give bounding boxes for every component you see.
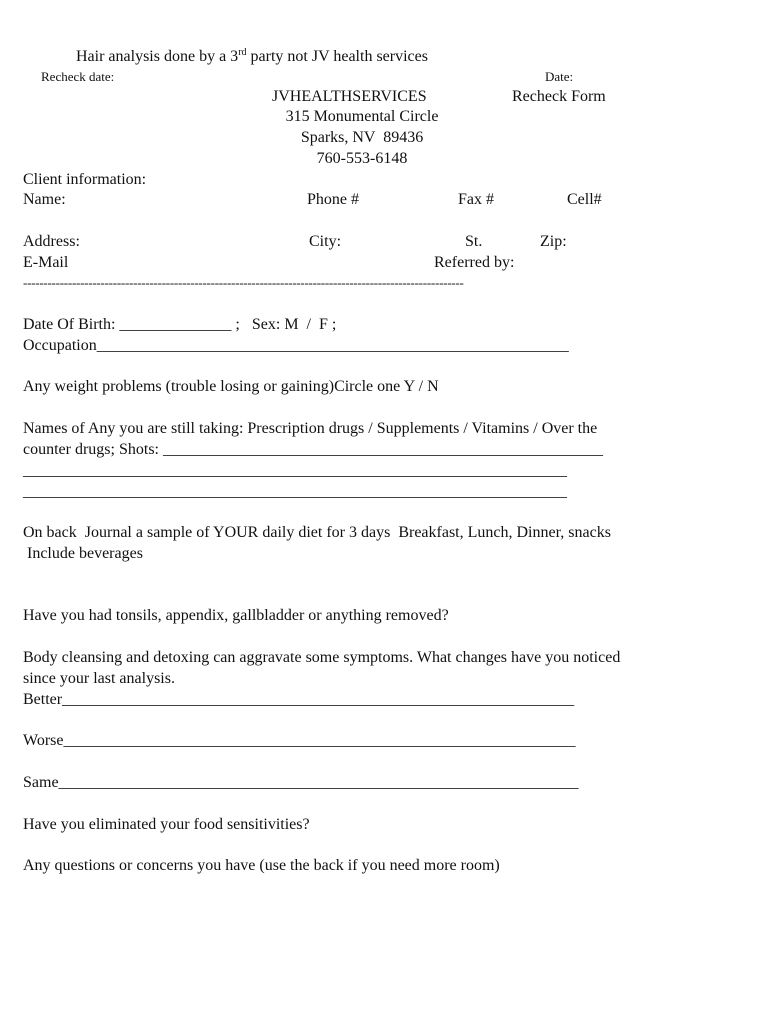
company-address-line2: Sparks, NV 89436 [300, 129, 424, 146]
referred-by-label: Referred by: [434, 254, 515, 271]
date-label: Date: [545, 69, 574, 84]
diet-instruction-line1: On back Journal a sample of YOUR daily diet for 3 days Breakfast, Lunch, Dinner, snacks [23, 524, 611, 541]
city-label: City: [309, 233, 342, 250]
phone-label: Phone # [307, 191, 359, 208]
worse-line: Worse________________________________________________________________ [23, 732, 576, 749]
better-line: Better________________________________________________________________ [23, 691, 575, 708]
occupation-line: Occupation___________________________________________________________ [23, 337, 569, 354]
top-note-prefix: Hair analysis done by a 3 [76, 48, 239, 65]
weight-question: Any weight problems (trouble losing or gaining)Circle one Y / N [23, 378, 439, 395]
form-title: Recheck Form [512, 88, 606, 105]
detox-question-line1: Body cleansing and detoxing can aggravate some symptoms. What changes have you noticed [23, 649, 621, 666]
food-sensitivities-question: Have you eliminated your food sensitivities? [23, 816, 310, 833]
company-name: JVHEALTHSERVICES [272, 88, 427, 105]
zip-label: Zip: [540, 233, 567, 250]
detox-question-line2: since your last analysis. [23, 670, 175, 687]
same-line: Same_________________________________________________________________ [23, 774, 579, 791]
recheck-date-label: Recheck date: [41, 69, 115, 84]
company-address-line1: 315 Monumental Circle [285, 108, 439, 125]
questions-concerns-prompt: Any questions or concerns you have (use the back if you need more room) [23, 857, 500, 874]
ordinal-suffix: rd [238, 47, 247, 58]
state-label: St. [465, 233, 483, 250]
email-label: E-Mail [23, 254, 69, 271]
removed-organs-question: Have you had tonsils, appendix, gallbladder or anything removed? [23, 607, 449, 624]
address-label: Address: [23, 233, 80, 250]
cell-label: Cell# [567, 191, 602, 208]
client-info-label: Client information: [23, 171, 147, 188]
drugs-question-line2: counter drugs; Shots: _______________________________________________________ [23, 441, 603, 458]
blank-answer-line: ____________________________________________________________________ [23, 462, 567, 479]
fax-label: Fax # [458, 191, 494, 208]
name-label: Name: [23, 191, 66, 208]
dob-sex-line: Date Of Birth: ______________ ; Sex: M / F ; [23, 316, 337, 333]
blank-answer-line: ____________________________________________________________________ [23, 483, 567, 500]
company-phone: 760-553-6148 [316, 150, 408, 167]
top-note-suffix: party not JV health services [246, 48, 428, 65]
drugs-question-line1: Names of Any you are still taking: Prescription drugs / Supplements / Vitamins / Over the [23, 420, 598, 437]
diet-instruction-line2: Include beverages [23, 545, 143, 562]
separator-line: ------------------------------------------------------------------------------------------------------------ [23, 275, 464, 290]
top-note [76, 49, 428, 65]
